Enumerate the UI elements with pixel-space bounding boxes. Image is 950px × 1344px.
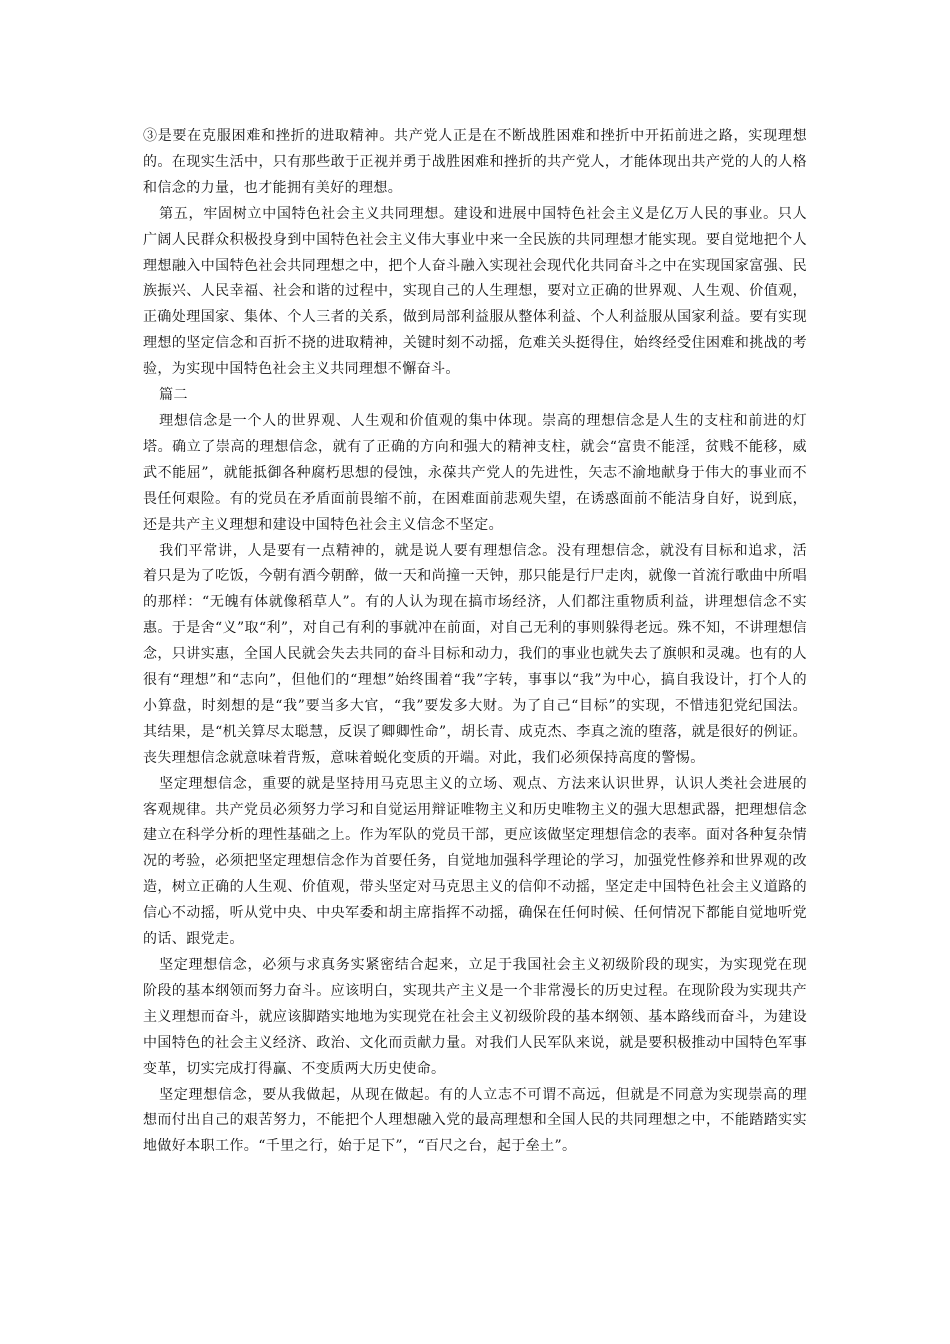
document-page <box>143 124 807 1160</box>
paragraph-practical: 坚定理想信念，必须与求真务实紧密结合起来，立足于我国社会主义初级阶段的现实，为实现党在现阶段的基本纲领而努力奋斗。应该明白，实现共产主义是一个非常漫长的历史过程。在现阶段为实现共产主义理想而奋斗，就应该脚踏实地地为实现党在社会主义初级阶段的基本纲领、基本路线而奋斗，为建设中国特色的社会主义经济、政治、文化而贡献力量。对我们人民军队来说，就是要积极推动中国特色军事变革，切实完成打得赢、不变质两大历史使命。 <box>143 957 807 1077</box>
section-heading: 篇二 <box>159 387 188 404</box>
paragraph-start-now: 坚定理想信念，要从我做起，从现在做起。有的人立志不可谓不高远，但就是不同意为实现崇高的理想而付出自己的艰苦努力，不能把个人理想融入党的最高理想和全国人民的共同理想之中，不能踏踏实实地做好本职工作。“千里之行，始于足下”，“百尺之台，起于垒土”。 <box>143 1086 807 1155</box>
paragraph-ideal-belief: 理想信念是一个人的世界观、人生观和价值观的集中体现。崇高的理想信念是人生的支柱和前进的灯塔。确立了崇高的理想信念，就有了正确的方向和强大的精神支柱，就会“富贵不能淫，贫贱不能移，威武不能屈”，就能抵御各种腐朽思想的侵蚀，永葆共产党人的先进性，矢志不渝地献身于伟大的事业而不畏任何艰险。有的党员在矛盾面前畏缩不前，在困难面前悲观失望，在诱惑面前不能洁身自好，说到底，还是共产主义理想和建设中国特色社会主义信念不坚定。 <box>143 412 807 533</box>
paragraph-fifth: 第五，牢固树立中国特色社会主义共同理想。建设和进展中国特色社会主义是亿万人民的事业。只人广阔人民群众积极投身到中国特色社会主义伟大事业中来一全民族的共同理想才能实现。要自觉地把个人理想融入中国特色社会共同理想之中，把个人奋斗融入实现社会现代化共同奋斗之中在实现国家富强、民族振兴、人民幸福、社会和谐的过程中，实现自己的人生理想，要对立正确的世界观、人生观、价值观，正确处理国家、集体、个人三者的关系，做到局部利益服从整体利益、个人利益服从国家利益。要有实现理想的坚定信念和百折不挠的进取精神，关键时刻不动摇，危难关头挺得住，始终经受住困难和挑战的考验，为实现中国特色社会主义共同理想不懈奋斗。 <box>143 205 807 378</box>
paragraph-marxism: 坚定理想信念，重要的就是坚持用马克思主义的立场、观点、方法来认识世界，认识人类社会进展的客观规律。共产党员必须努力学习和自觉运用辩证唯物主义和历史唯物主义的强大思想武器，把理想信念建立在科学分析的理性基础之上。作为军队的党员干部，更应该做坚定理想信念的表率。面对各种复杂情况的考验，必须把坚定理想信念作为首要任务，自觉地加强科学理论的学习，加强党性修养和世界观的改造，树立正确的人生观、价值观，带头坚定对马克思主义的信仰不动摇，坚定走中国特色社会主义道路的信心不动摇，听从党中央、中央军委和胡主席指挥不动摇，确保在任何时候、任何情况下都能自觉地听党的话、跟党走。 <box>143 775 807 948</box>
paragraph-spirit-talk: 我们平常讲，人是要有一点精神的，就是说人要有理想信念。没有理想信念，就没有目标和追求，活着只是为了吃饭，今朝有酒今朝醉，做一天和尚撞一天钟，那只能是行尸走肉，就像一首流行歌曲中所唱的那样：“无魄有体就像稻草人”。有的人认为现在搞市场经济，人们都注重物质利益，讲理想信念不实惠。于是舍“义”取“利”，对自己有利的事就冲在前面，对自己无利的事则躲得老远。殊不知，不讲理想信念，只讲实惠，全国人民就会失去共同的奋斗目标和动力，我们的事业也就失去了旗帜和灵魂。也有的人很有“理想”和“志向”，但他们的“理想”始终围着“我”字转，事事以“我”为中心，搞自我设计，打个人的小算盘，时刻想的是“我”要当多大官，“我”要发多大财。为了自己“目标”的实现，不惜违犯党纪国法。其结果，是“机关算尽太聪慧，反误了卿卿性命”，胡长青、成克杰、李真之流的堕落，就是很好的例证。丧失理想信念就意味着背叛，意味着蜕化变质的开端。对此，我们必须保持高度的警惕。 <box>143 542 807 766</box>
paragraph-spirit: ③是要在克服困难和挫折的进取精神。共产党人正是在不断战胜困难和挫折中开拓前进之路，实现理想的。在现实生活中，只有那些敢于正视并勇于战胜困难和挫折的共产党人，才能体现出共产党的人的人格和信念的力量，也才能拥有美好的理想。 <box>143 128 807 196</box>
